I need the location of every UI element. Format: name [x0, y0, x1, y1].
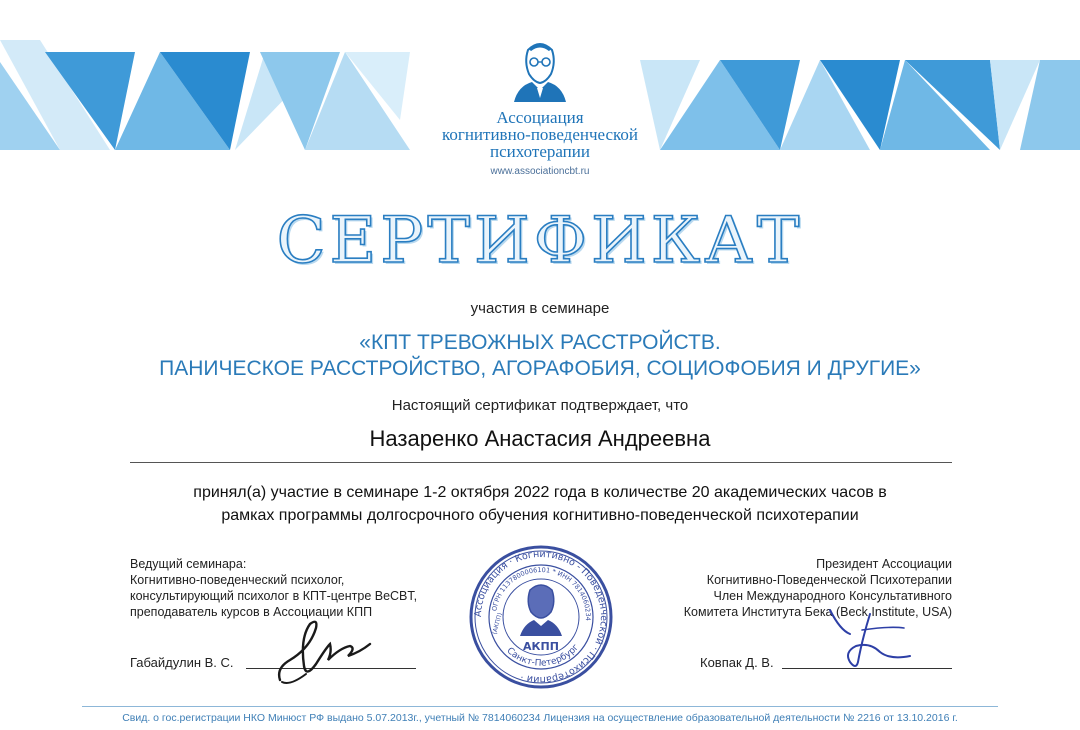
logo-line-2: когнитивно-поведенческой: [441, 125, 639, 144]
organization-stamp: [468, 544, 614, 690]
president-line-1: Президент Ассоциации: [816, 557, 952, 571]
beck-portrait-icon: [510, 36, 570, 104]
presenter-line-1: Ведущий семинара:: [130, 557, 247, 571]
seminar-title-line-1: «КПТ ТРЕВОЖНЫХ РАССТРОЙСТВ.: [359, 331, 721, 354]
stamp-ogrn-text: ОГРН 1137800006101 * ИНН 7814060234: [490, 565, 593, 622]
seminar-title: [0, 330, 1080, 382]
stamp-center-text: АКПП: [523, 640, 559, 653]
registration-footer: Свид. о гос.регистрации НКО Минюст РФ выдано 5.07.2013г., учетный № 7814060234 Лицензия на осуществление образовательной деятельности № 2216 от 13.10.2016 г.: [122, 712, 958, 724]
banner-triangles-right: [640, 60, 1080, 150]
recipient-name: Назаренко Анастасия Андреевна: [369, 426, 711, 451]
logo-line-1: Ассоциация: [496, 108, 584, 127]
participation-line-2: рамках программы долгосрочного обучения когнитивно-поведенческой психотерапии: [221, 507, 859, 524]
stamp-ring-text: Ассоциация · Когнитивно - Поведенческой · Психотерапии ·: [472, 548, 610, 686]
footer-divider: [82, 706, 998, 707]
stamp-city-text: Санкт-Петербург: [504, 642, 582, 669]
participation-line-1: принял(а) участие в семинаре 1-2 октября 2022 года в количестве 20 академических часов в: [193, 484, 887, 501]
presenter-line-2: Когнитивно-поведенческий психолог,: [130, 573, 345, 587]
stamp-abbrev-text: (АКПП): [491, 612, 504, 636]
presenter-line-3: консультирующий психолог в КПТ-центре BeCBT,: [130, 589, 418, 603]
president-line-4: Комитета Института Бека (Beck Institute, USA): [683, 605, 952, 619]
presenter-signature-name: Габайдулин В. С.: [130, 655, 234, 670]
president-signature-name: Ковпак Д. В.: [700, 655, 774, 670]
recipient-underline: [130, 462, 952, 463]
certificate-subtitle: участия в семинаре: [470, 300, 610, 317]
president-signature-icon: [800, 600, 920, 680]
president-line-3: Член Международного Консультативного: [713, 589, 952, 603]
logo-line-3: психотерапии: [490, 142, 590, 161]
seminar-title-line-2: ПАНИЧЕСКОЕ РАССТРОЙСТВО, АГОРАФОБИЯ, СОЦИОФОБИЯ И ДРУГИЕ»: [159, 357, 921, 380]
presenter-line-4: преподаватель курсов в Ассоциации КПП: [130, 605, 373, 619]
stamp-portrait-icon: [520, 585, 562, 636]
presenter-signature-icon: [270, 608, 380, 688]
logo-url: www.associationcbt.ru: [490, 166, 590, 177]
confirmation-text: Настоящий сертификат подтверждает, что: [391, 397, 689, 414]
president-line-2: Когнитивно-Поведенческой Психотерапии: [706, 573, 952, 587]
association-logo: [420, 36, 660, 177]
certificate-title: СЕРТИФИКАТ: [276, 204, 804, 278]
participation-text: [0, 481, 1080, 527]
banner-triangles-left: [0, 40, 410, 150]
